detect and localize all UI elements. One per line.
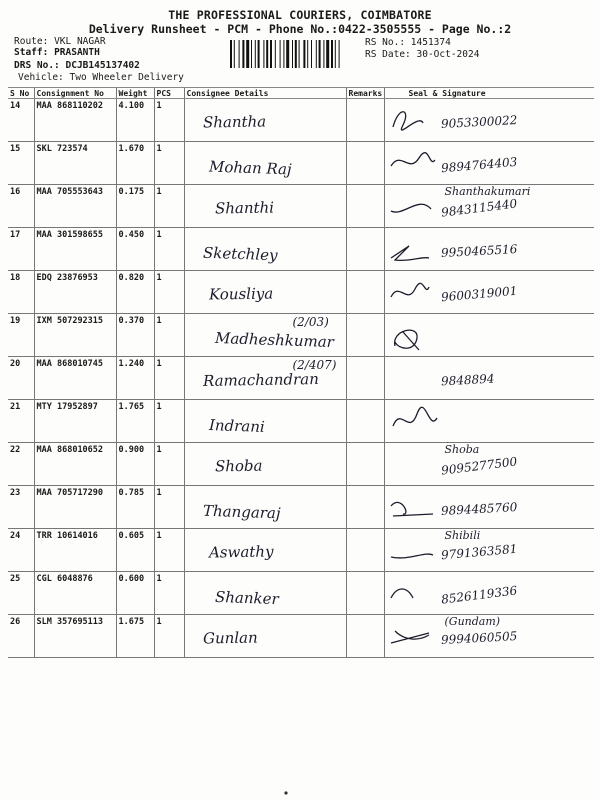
table-row (8, 99, 594, 142)
remarks-cell (346, 529, 384, 572)
column-header: Seal & Signature (384, 88, 594, 99)
weight-cell: 4.100 (116, 99, 154, 142)
remarks-cell (346, 271, 384, 314)
consignee-note: (2/03) (292, 315, 329, 329)
rs-no-label: RS No.: (365, 37, 406, 48)
seal-phone-handwriting: 9994060505 (440, 629, 518, 647)
signature-scribble (389, 234, 439, 266)
pcs-cell: 1 (154, 271, 184, 314)
weight-cell: 0.370 (116, 314, 154, 357)
drs-value: DCJB145137402 (65, 60, 140, 71)
table-row (8, 486, 594, 529)
rs-no-field (365, 37, 451, 48)
weight-cell: 0.820 (116, 271, 154, 314)
weight-cell: 0.450 (116, 228, 154, 271)
table-row (8, 572, 594, 615)
route-label: Route: (14, 36, 49, 47)
remarks-cell (346, 99, 384, 142)
consignee-handwriting: Shanker (214, 587, 279, 609)
weight-cell: 0.600 (116, 572, 154, 615)
pcs-cell: 1 (154, 572, 184, 615)
seal-phone-handwriting: 9095277500 (439, 454, 518, 478)
signature-scribble (389, 492, 439, 524)
pcs-cell: 1 (154, 99, 184, 142)
seal-name-handwriting: Shanthakumari (444, 185, 531, 198)
sno-cell: 15 (8, 142, 34, 185)
consignment-cell: MAA 868110202 (34, 99, 116, 142)
seal-signature-cell (384, 486, 594, 529)
weight-cell: 1.765 (116, 400, 154, 443)
sno-cell: 16 (8, 185, 34, 228)
consignee-cell (184, 185, 346, 228)
consignee-handwriting: Shanthi (214, 198, 274, 218)
staff-label: Staff: (14, 47, 49, 58)
route-value: VKL NAGAR (54, 36, 106, 47)
consignee-handwriting: Shantha (202, 112, 266, 132)
drs-label: DRS No.: (14, 60, 60, 71)
pcs-cell: 1 (154, 443, 184, 486)
signature-scribble (389, 191, 439, 223)
table-header-row (8, 88, 594, 99)
consignee-note: (2/407) (292, 358, 337, 372)
weight-cell: 1.675 (116, 615, 154, 658)
consignment-cell: TRR 10614016 (34, 529, 116, 572)
consignee-cell (184, 486, 346, 529)
table-row (8, 314, 594, 357)
consignee-handwriting: Aswathy (208, 542, 274, 562)
table-row (8, 271, 594, 314)
remarks-cell (346, 314, 384, 357)
column-header: S No (8, 88, 34, 99)
rs-date-value: 30-Oct-2024 (416, 49, 480, 60)
seal-phone-handwriting: 9843115440 (439, 196, 518, 220)
pcs-cell: 1 (154, 185, 184, 228)
table-row (8, 142, 594, 185)
seal-signature-cell (384, 228, 594, 271)
table-row (8, 443, 594, 486)
seal-signature-cell (384, 572, 594, 615)
table-row (8, 529, 594, 572)
runsheet-table (8, 87, 594, 658)
weight-cell: 0.605 (116, 529, 154, 572)
consignment-cell: SLM 357695113 (34, 615, 116, 658)
consignee-handwriting: Thangaraj (202, 501, 281, 523)
remarks-cell (346, 615, 384, 658)
signature-scribble (389, 406, 439, 438)
consignee-cell (184, 357, 346, 400)
table-row (8, 228, 594, 271)
signature-scribble (389, 148, 439, 180)
vehicle-label: Vehicle: (18, 72, 64, 83)
pcs-cell: 1 (154, 228, 184, 271)
sno-cell: 17 (8, 228, 34, 271)
consignee-handwriting: Indrani (208, 416, 265, 436)
runsheet-title: THE PROFESSIONAL COURIERS, COIMBATORE (168, 8, 432, 22)
table-row (8, 400, 594, 443)
remarks-cell (346, 185, 384, 228)
seal-phone-handwriting: 9053300022 (440, 113, 518, 131)
rs-date-field (365, 49, 479, 60)
remarks-cell (346, 443, 384, 486)
signature-scribble (389, 320, 439, 352)
column-header: Remarks (346, 88, 384, 99)
consignee-cell (184, 142, 346, 185)
seal-phone-handwriting: 9791363581 (440, 541, 518, 563)
seal-name-handwriting: Shibili (444, 529, 481, 542)
stray-mark (283, 790, 289, 796)
seal-phone-handwriting: 8526119336 (439, 583, 518, 607)
column-header: Consignee Details (184, 88, 346, 99)
staff-value: PRASANTH (54, 47, 100, 58)
seal-signature-cell (384, 271, 594, 314)
seal-signature-cell (384, 185, 594, 228)
consignee-handwriting: Ramachandran (202, 369, 319, 391)
rs-date-label: RS Date: (365, 49, 411, 60)
remarks-cell (346, 357, 384, 400)
signature-scribble (389, 105, 439, 137)
consignee-handwriting: Kousliya (208, 284, 273, 304)
seal-phone-handwriting: 9600319001 (440, 283, 518, 305)
weight-cell: 0.900 (116, 443, 154, 486)
seal-phone-handwriting: 9950465516 (440, 242, 518, 260)
seal-signature-cell (384, 529, 594, 572)
consignee-cell (184, 615, 346, 658)
consignee-cell (184, 228, 346, 271)
sno-cell: 25 (8, 572, 34, 615)
staff-field (14, 47, 100, 58)
signature-scribble (389, 277, 439, 309)
runsheet-subtitle: Delivery Runsheet - PCM - Phone No.:0422-3505555 - Page No.:2 (88, 22, 512, 36)
column-header: Weight (116, 88, 154, 99)
sno-cell: 20 (8, 357, 34, 400)
sno-cell: 26 (8, 615, 34, 658)
seal-name-handwriting: Shoba (444, 443, 480, 456)
weight-cell: 1.240 (116, 357, 154, 400)
remarks-cell (346, 228, 384, 271)
consignment-cell: EDQ 23876953 (34, 271, 116, 314)
column-header: Consignment No (34, 88, 116, 99)
seal-signature-cell (384, 400, 594, 443)
sno-cell: 24 (8, 529, 34, 572)
sno-cell: 18 (8, 271, 34, 314)
consignment-cell: MAA 705717290 (34, 486, 116, 529)
table-row (8, 615, 594, 658)
pcs-cell: 1 (154, 142, 184, 185)
seal-signature-cell (384, 142, 594, 185)
weight-cell: 0.785 (116, 486, 154, 529)
consignee-handwriting: Sketchley (202, 243, 278, 265)
remarks-cell (346, 486, 384, 529)
sno-cell: 14 (8, 99, 34, 142)
vehicle-value: Two Wheeler Delivery (69, 72, 184, 83)
seal-signature-cell (384, 357, 594, 400)
pcs-cell: 1 (154, 529, 184, 572)
weight-cell: 1.670 (116, 142, 154, 185)
seal-signature-cell (384, 99, 594, 142)
seal-name-handwriting: (Gundam) (444, 615, 501, 628)
signature-scribble (389, 578, 439, 610)
seal-phone-handwriting: 9848894 (440, 371, 495, 389)
consignment-cell: MAA 868010652 (34, 443, 116, 486)
table-row (8, 357, 594, 400)
consignee-cell (184, 99, 346, 142)
consignee-handwriting: Madheshkumar (214, 328, 334, 352)
consignee-handwriting: Shoba (214, 456, 263, 476)
seal-signature-cell (384, 314, 594, 357)
pcs-cell: 1 (154, 486, 184, 529)
consignee-cell (184, 314, 346, 357)
consignment-cell: MAA 301598655 (34, 228, 116, 271)
consignee-cell (184, 572, 346, 615)
route-field (14, 36, 106, 47)
drs-field (14, 60, 140, 71)
consignee-cell (184, 400, 346, 443)
consignee-cell (184, 271, 346, 314)
sno-cell: 21 (8, 400, 34, 443)
consignment-cell: IXM 507292315 (34, 314, 116, 357)
column-header: PCS (154, 88, 184, 99)
seal-phone-handwriting: 9894485760 (440, 500, 518, 518)
consignee-cell (184, 443, 346, 486)
consignment-cell: CGL 6048876 (34, 572, 116, 615)
consignee-handwriting: Mohan Raj (208, 157, 292, 179)
consignment-cell: MAA 868010745 (34, 357, 116, 400)
rs-no-value: 1451374 (410, 37, 451, 48)
table-row (8, 185, 594, 228)
consignee-handwriting: Gunlan (202, 628, 258, 648)
pcs-cell: 1 (154, 314, 184, 357)
signature-scribble (389, 621, 439, 653)
consignee-cell (184, 529, 346, 572)
remarks-cell (346, 400, 384, 443)
signature-scribble (389, 535, 439, 567)
seal-signature-cell (384, 443, 594, 486)
consignment-cell: MAA 705553643 (34, 185, 116, 228)
seal-phone-handwriting: 9894764403 (440, 154, 518, 176)
pcs-cell: 1 (154, 357, 184, 400)
sno-cell: 23 (8, 486, 34, 529)
vehicle-field (18, 72, 184, 83)
sno-cell: 22 (8, 443, 34, 486)
weight-cell: 0.175 (116, 185, 154, 228)
consignment-cell: SKL 723574 (34, 142, 116, 185)
barcode (230, 40, 355, 68)
remarks-cell (346, 572, 384, 615)
sno-cell: 19 (8, 314, 34, 357)
seal-signature-cell (384, 615, 594, 658)
pcs-cell: 1 (154, 400, 184, 443)
remarks-cell (346, 142, 384, 185)
pcs-cell: 1 (154, 615, 184, 658)
consignment-cell: MTY 17952897 (34, 400, 116, 443)
